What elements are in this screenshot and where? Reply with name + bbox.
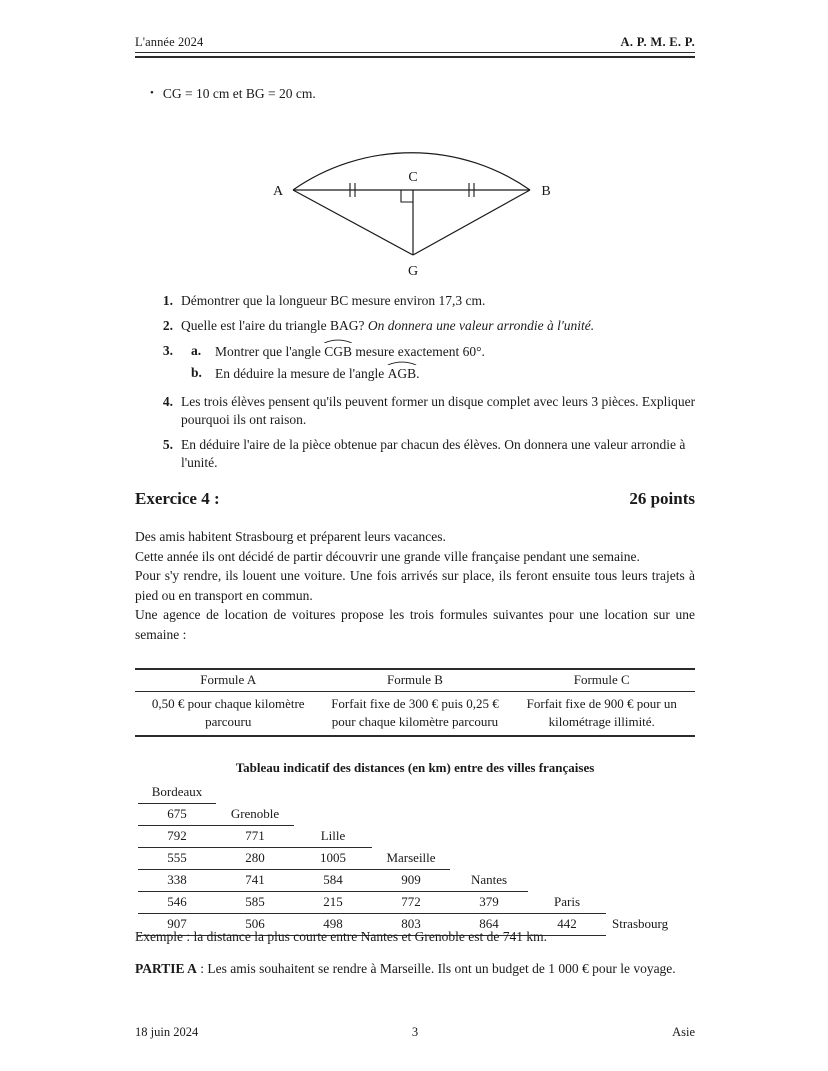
question-list [152, 292, 697, 479]
distance-city-nantes: Nantes [450, 870, 528, 892]
subquestion-item-b [181, 364, 697, 383]
table-row [138, 892, 696, 914]
exercise-points: 26 points [629, 489, 695, 508]
question-number: 2. [162, 317, 173, 333]
formules-table [135, 668, 695, 737]
figure-svg [135, 104, 695, 284]
distance-table-title: Tableau indicatif des distances (en km) entre des villes françaises [235, 760, 595, 775]
question-sublist [181, 342, 697, 386]
question-item-2 [152, 317, 697, 335]
partie-a-line [135, 959, 695, 979]
subquestion-text-after: . [416, 365, 420, 381]
table-row [138, 782, 696, 804]
formules-cell-b: Forfait fixe de 300 € puis 0,25 € pour chaque kilomètre parcouru [321, 692, 508, 736]
header-left-text: L'année 2024 [135, 35, 204, 49]
subquestion-item-a [181, 342, 697, 361]
question-number: 5. [162, 436, 173, 452]
formules-cell-a: 0,50 € pour chaque kilomètre parcouru [135, 692, 321, 736]
intro-line: Des amis habitent Strasbourg et préparent leurs vacances. [135, 529, 446, 544]
header-rule [135, 52, 695, 58]
distance-blank [216, 782, 294, 804]
subquestion-text [215, 342, 697, 361]
partie-a-label: PARTIE A [135, 960, 197, 976]
distance-value: 584 [294, 870, 372, 892]
exercise-title: Exercice 4 : [135, 489, 220, 508]
distance-blank [294, 804, 372, 826]
distance-blank [372, 782, 450, 804]
intro-line: Une agence de location de voitures propose les trois formules suivantes pour une location sur une semaine : [135, 607, 695, 642]
question-number: 3. [162, 342, 173, 358]
distance-blank [450, 848, 528, 870]
distance-value: 379 [450, 892, 528, 914]
question-text: Démontrer que la longueur BC mesure environ 17,3 cm. [181, 293, 486, 308]
subquestion-text-before: En déduire la mesure de l'angle [215, 365, 388, 381]
angle-notation-agb [387, 364, 420, 383]
distance-blank [450, 804, 528, 826]
distance-city-paris: Paris [528, 892, 606, 914]
distance-blank [606, 782, 696, 804]
formules-header-row [135, 669, 695, 692]
distance-blank [450, 782, 528, 804]
geometry-figure [135, 104, 695, 284]
page-footer [135, 1025, 695, 1040]
question-text [181, 317, 697, 335]
subquestion-text-before: Montrer que l'angle [215, 343, 325, 359]
subquestion-text [215, 364, 697, 383]
distance-city-grenoble: Grenoble [216, 804, 294, 826]
distance-value: 506 [216, 914, 294, 936]
bullet-item [150, 86, 695, 102]
distance-table-body [138, 782, 696, 936]
distance-blank [528, 804, 606, 826]
distance-blank [528, 782, 606, 804]
distance-blank [606, 892, 696, 914]
distance-blank [528, 826, 606, 848]
question-text-italic: On donnera une valeur arrondie à l'unité. [367, 317, 595, 333]
formules-header-c: Formule C [509, 669, 696, 692]
footer-date: 18 juin 2024 [135, 1025, 199, 1039]
question-text: Les trois élèves pensent qu'ils peuvent former un disque complet avec leurs 3 pièces. Expliquer pourquoi ils ont raison. [181, 393, 696, 427]
question-number: 1. [162, 293, 173, 308]
distance-value: 675 [138, 804, 216, 826]
distance-blank [294, 782, 372, 804]
distance-value: 803 [372, 914, 450, 936]
distance-value: 338 [138, 870, 216, 892]
distance-value: 280 [216, 848, 294, 870]
distance-blank [450, 826, 528, 848]
angle-name: CGB [324, 343, 353, 359]
label-a: A [272, 184, 284, 199]
bullet-text: CG = 10 cm et BG = 20 cm. [162, 86, 316, 101]
intro-line: Pour s'y rendre, ils louent une voiture. Une fois arrivés sur place, ils feront ensuite tous leurs trajets à pied ou en transport en commun. [135, 568, 695, 603]
question-item-4 [152, 393, 697, 429]
distance-blank [606, 826, 696, 848]
angle-name: AGB [387, 365, 417, 381]
distance-value: 907 [138, 914, 216, 936]
angle-notation-cgb [324, 342, 352, 361]
distance-value: 215 [294, 892, 372, 914]
distance-value: 792 [138, 826, 216, 848]
distance-blank [606, 848, 696, 870]
intro-text-block [135, 527, 695, 644]
exercise-heading [135, 489, 695, 509]
intro-line: Cette année ils ont décidé de partir découvrir une grande ville française pendant une semaine. [135, 548, 640, 564]
question-text: En déduire l'aire de la pièce obtenue par chacun des élèves. On donnera une valeur arrondie à l'unité. [181, 436, 686, 470]
formules-header-b: Formule B [321, 669, 508, 692]
running-header [135, 35, 695, 50]
segment-bg [413, 190, 530, 255]
distance-blank [528, 848, 606, 870]
table-row [138, 870, 696, 892]
distance-value: 909 [372, 870, 450, 892]
example-line: Exemple : la distance la plus courte entre Nantes et Grenoble est de 741 km. [135, 929, 547, 944]
distance-value: 442 [528, 914, 606, 936]
subquestion-text-after: mesure exactement 60°. [352, 343, 485, 359]
distance-value: 864 [450, 914, 528, 936]
formules-table-body [135, 692, 695, 736]
question-number: 4. [162, 393, 173, 409]
distance-blank [528, 870, 606, 892]
formules-table-element [135, 668, 695, 737]
distance-blank [372, 804, 450, 826]
widehat-arc-icon [324, 338, 353, 343]
table-row [138, 826, 696, 848]
label-g: G [407, 264, 419, 279]
distance-city-marseille: Marseille [372, 848, 450, 870]
distance-blank [606, 804, 696, 826]
table-row [138, 848, 696, 870]
question-item-5 [152, 436, 697, 472]
question-item-1 [152, 292, 697, 310]
distance-table [138, 782, 696, 936]
bullet-marker-icon: • [150, 87, 154, 99]
distance-value: 546 [138, 892, 216, 914]
partie-a-text: : Les amis souhaitent se rendre à Marseille. Ils ont un budget de 1 000 € pour le voyage. [196, 960, 676, 976]
header-right-text: A. P. M. E. P. [620, 35, 695, 49]
distance-value: 555 [138, 848, 216, 870]
formules-cell-c: Forfait fixe de 900 € pour un kilométrage illimité. [509, 692, 696, 736]
footer-region: Asie [672, 1025, 695, 1039]
label-c: C [408, 170, 418, 185]
label-b: B [541, 184, 551, 199]
formules-table-head [135, 669, 695, 692]
distance-value: 585 [216, 892, 294, 914]
formules-body-row [135, 692, 695, 736]
distance-value: 498 [294, 914, 372, 936]
distance-city-strasbourg: Strasbourg [612, 916, 669, 931]
distance-city-lille: Lille [294, 826, 372, 848]
segment-ag [293, 190, 413, 255]
distance-table-element [138, 782, 696, 936]
right-angle-marker [401, 190, 413, 202]
distance-city-bordeaux: Bordeaux [138, 782, 216, 804]
question-text-plain: Quelle est l'aire du triangle BAG? [181, 317, 368, 333]
distance-value: 771 [216, 826, 294, 848]
distance-value: 1005 [294, 848, 372, 870]
closing-text-block [135, 927, 695, 990]
widehat-arc-icon [387, 360, 417, 365]
subquestion-number: b. [191, 364, 202, 380]
table-row [138, 804, 696, 826]
footer-page-number: 3 [411, 1025, 419, 1039]
subquestion-number: a. [191, 342, 202, 358]
distance-blank [606, 870, 696, 892]
distance-value: 772 [372, 892, 450, 914]
question-item-3 [152, 342, 697, 386]
distance-value: 741 [216, 870, 294, 892]
distance-blank [372, 826, 450, 848]
formules-header-a: Formule A [135, 669, 321, 692]
